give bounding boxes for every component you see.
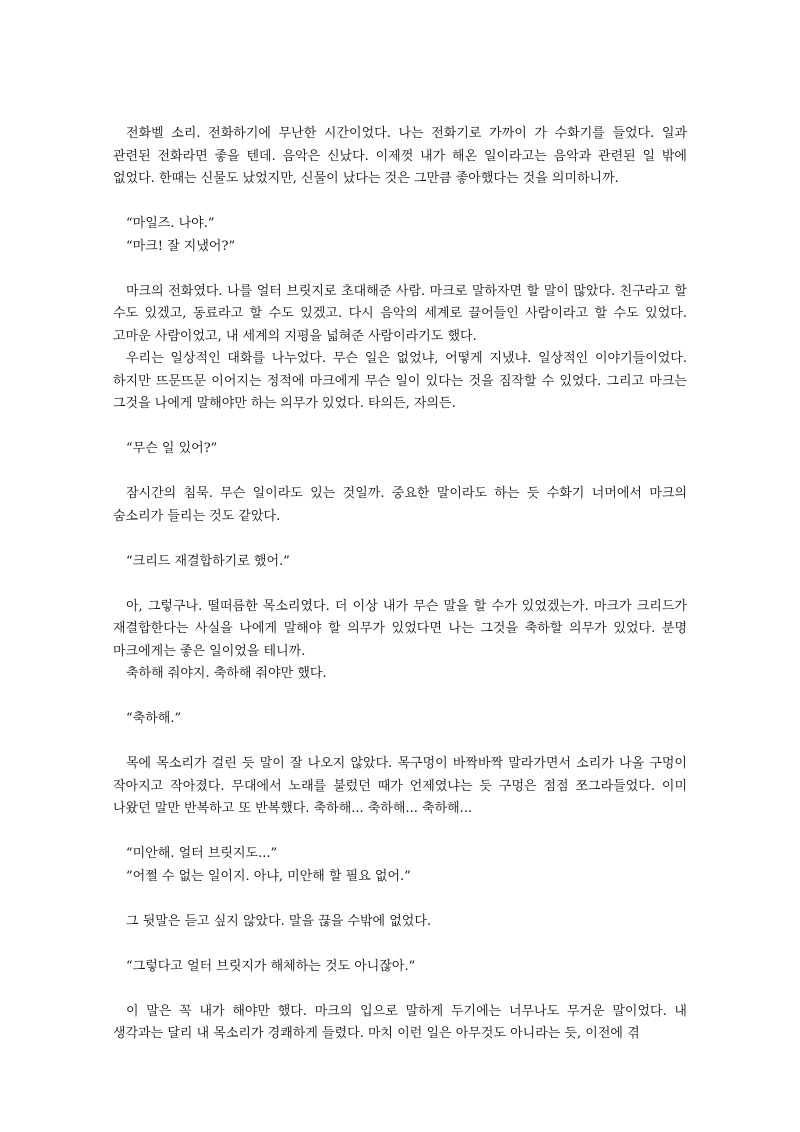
paragraph-gap [113, 461, 687, 484]
paragraph: 우리는 일상적인 대화를 나누었다. 무슨 일은 없었냐, 어떻게 지냈냐. 일상적인 이야기들이었다. 하지만 뜨문뜨문 이어지는 정적에 마크에게 무슨 일이 있다는 것을 짐작할 수 있었다. 그리고 마크는 그것을 나에게 말해야만 하는 의무가 있었다. 타의든, 자의든. [113, 351, 687, 411]
paragraph-gap [113, 821, 687, 844]
dialogue-line: “마크! 잘 지냈어?” [126, 238, 236, 254]
paragraph: 잠시간의 침묵. 무슨 일이라도 있는 것일까. 중요한 말이라도 하는 듯 수화기 너머에서 마크의 숨소리가 들리는 것도 같았다. [113, 486, 687, 524]
paragraph: 마크의 전화였다. 나를 얼터 브릿지로 초대해준 사람. 마크로 말하자면 할 말이 많았다. 친구라고 할 수도 있겠고, 동료라고 할 수도 있겠고. 다시 음악의 세계로 끌어들인 사람이라고 할 수도 있었다. 고마운 사람이었고, 내 세계의 지평을 넓혀준 사람이라기도 했다. [113, 283, 687, 344]
paragraph-gap [113, 528, 687, 551]
dialogue-line: “어쩔 수 없는 일이지. 아냐, 미안해 할 필요 없어.” [126, 868, 411, 884]
dialogue-line: “마일즈. 나야.” [126, 216, 215, 231]
dialogue-line: “무슨 일 있어?” [126, 441, 218, 456]
paragraph-gap [113, 731, 687, 754]
paragraph-gap [113, 258, 687, 281]
paragraph: 이 말은 꼭 내가 해야만 했다. 마크의 입으로 말하게 두기에는 너무나도 무거운 말이었다. 내 생각과는 달리 내 목소리가 경쾌하게 들렸다. 마치 이런 일은 아무것도 아니라는 듯, 이전에 겪 [113, 1003, 687, 1041]
paragraph-gap [113, 978, 687, 1001]
paragraph-gap [113, 933, 687, 956]
paragraph-gap [113, 573, 687, 596]
paragraph: 목에 목소리가 걸린 듯 말이 잘 나오지 않았다. 목구멍이 바짝바짝 말라가면서 소리가 나올 구멍이 작아지고 작아졌다. 무대에서 노래를 불렀던 때가 언제였냐는 듯 구멍은 점점 쪼그라들었다. 이미 나왔던 말만 반복하고 또 반복했다. 축하해... 축하해... 축하해... [113, 756, 687, 816]
paragraph: 축하해 줘야지. 축하해 줘야만 했다. [126, 666, 327, 681]
dialogue-line: “미안해. 얼터 브릿지도...” [126, 846, 278, 861]
paragraph-gap [113, 686, 687, 709]
document-page [113, 123, 687, 1046]
paragraph-gap [113, 191, 687, 214]
paragraph-gap [113, 888, 687, 911]
paragraph-gap [113, 416, 687, 439]
paragraph: 아, 그렇구나. 떨떠름한 목소리였다. 더 이상 내가 무슨 말을 할 수가 있었겠는가. 마크가 크리드가 재결합한다는 사실을 나에게 말해야 할 의무가 있었다면 나는 그것을 축하할 의무가 있었다. 분명 마크에게는 좋은 일이었을 테니까. [113, 598, 687, 659]
paragraph: 전화벨 소리. 전화하기에 무난한 시간이었다. 나는 전화기로 가까이 가 수화기를 들었다. 일과 관련된 전화라면 좋을 텐데. 음악은 신났다. 이제껏 내가 해온 일이라고는 음악과 관련된 일 밖에 없었다. 한때는 신물도 났었지만, 신물이 났다는 것은 그만큼 좋아했다는 것을 의미하니까. [113, 126, 687, 186]
dialogue-line: “그렇다고 얼터 브릿지가 해체하는 것도 아니잖아.” [126, 958, 416, 974]
dialogue-line: “크리드 재결합하기로 했어.” [126, 553, 290, 569]
dialogue-line: “축하해.” [126, 711, 182, 726]
paragraph: 그 뒷말은 듣고 싶지 않았다. 말을 끊을 수밖에 없었다. [126, 913, 432, 929]
